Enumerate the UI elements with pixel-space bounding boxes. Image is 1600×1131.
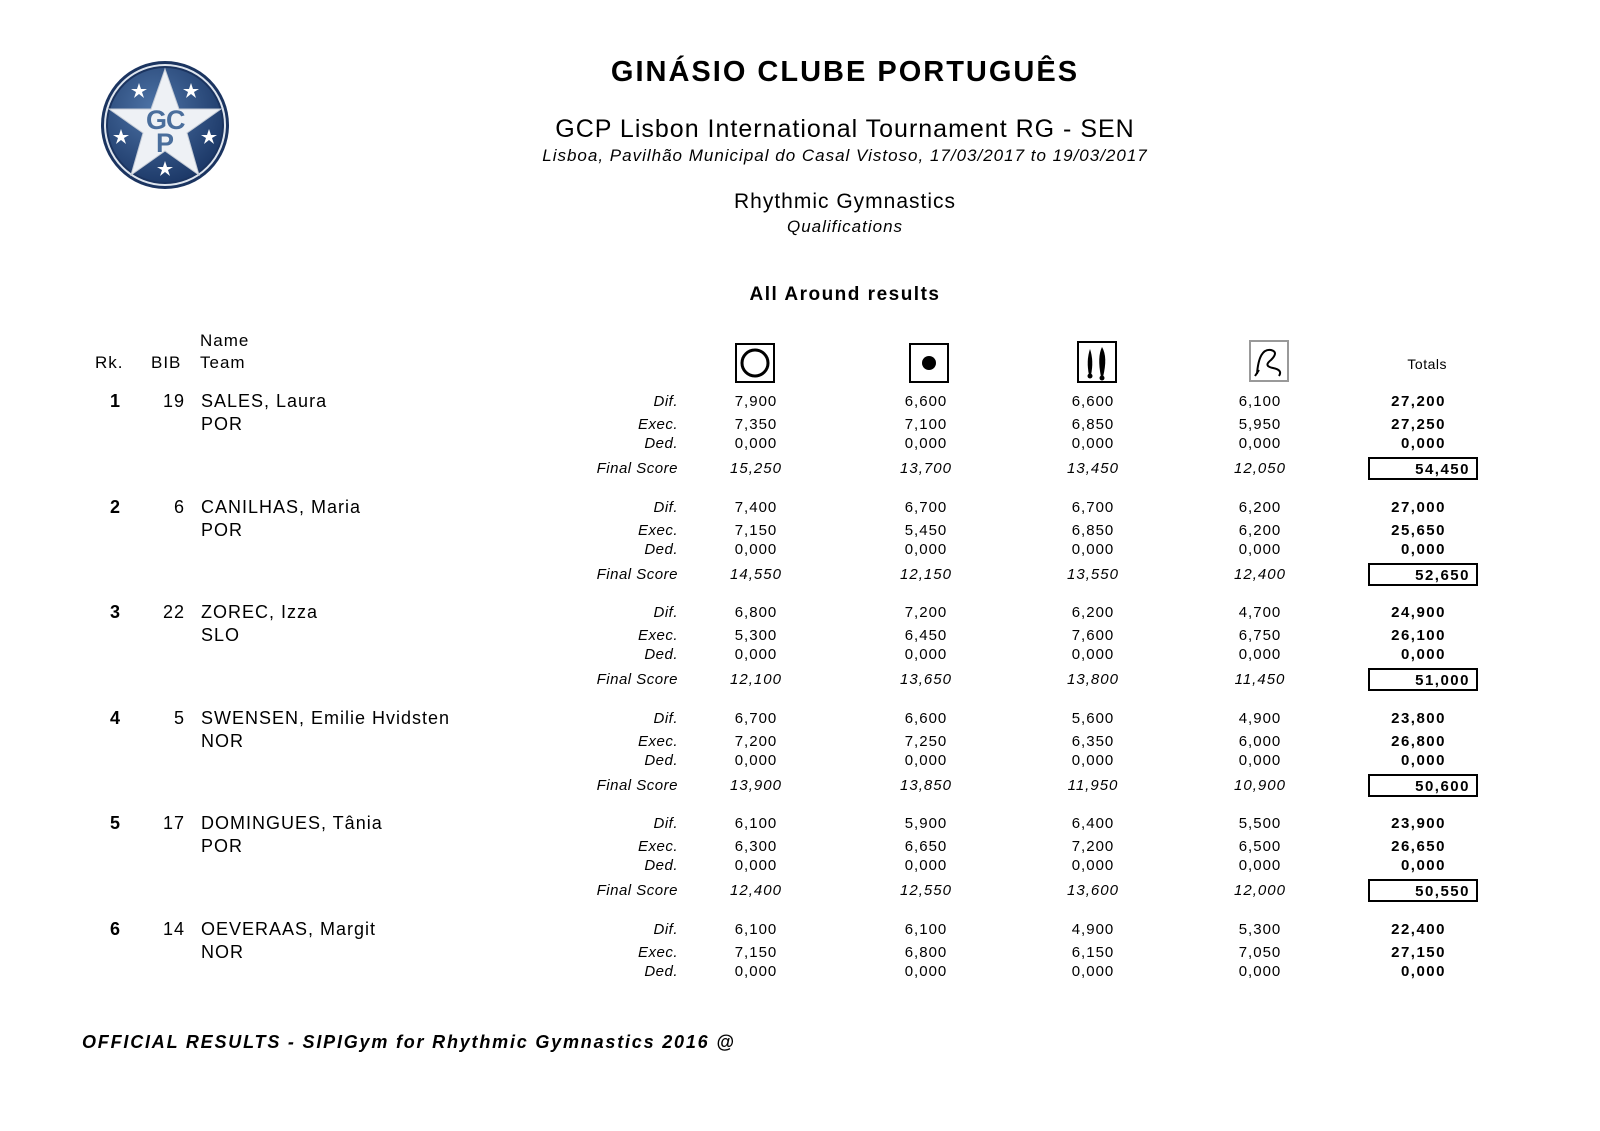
ball-icon (909, 343, 949, 383)
final-score: 14,550 (730, 565, 782, 583)
dif-score: 6,100 (734, 920, 778, 938)
athlete-name: CANILHAS, Maria (201, 496, 362, 517)
row-label-exec: Exec. (637, 521, 678, 539)
final-score: 13,650 (900, 671, 952, 688)
dif-score: 6,100 (904, 920, 948, 938)
athlete-bib: 14 (162, 918, 185, 939)
exec-score: 7,250 (904, 732, 948, 750)
exec-score: 6,200 (1238, 521, 1282, 539)
dif-total: 27,200 (1391, 393, 1446, 410)
exec-score: 6,800 (904, 943, 948, 961)
ded-score: 0,000 (1071, 857, 1115, 874)
final-score: 12,050 (1234, 460, 1286, 477)
final-score: 12,550 (900, 882, 952, 899)
dif-score: 6,700 (734, 709, 778, 727)
section-title: All Around results (749, 284, 941, 305)
row-label-ded: Ded. (644, 646, 678, 663)
athlete-rank: 2 (110, 496, 122, 517)
final-total: 54,450 (1415, 461, 1470, 478)
exec-score: 7,050 (1238, 943, 1282, 961)
athlete-bib: 5 (173, 707, 185, 728)
final-score: 11,450 (1234, 671, 1286, 688)
exec-score: 7,100 (904, 416, 948, 433)
exec-score: 6,500 (1238, 838, 1282, 855)
athlete-rank: 6 (110, 918, 122, 939)
bib-header: BIB (151, 353, 182, 372)
dif-score: 4,900 (1071, 920, 1115, 938)
row-label-ded: Ded. (644, 962, 678, 980)
dif-score: 5,600 (1071, 709, 1115, 727)
ded-score: 0,000 (1071, 962, 1115, 980)
ded-total: 0,000 (1400, 962, 1446, 980)
ded-score: 0,000 (734, 962, 778, 980)
dif-score: 6,200 (1238, 498, 1282, 516)
exec-score: 6,750 (1238, 627, 1282, 644)
footer-official-results: OFFICIAL RESULTS - SIPIGym for Rhythmic Gymnastics 2016 @ (82, 1032, 736, 1052)
row-label-dif: Dif. (653, 920, 678, 938)
dif-score: 5,500 (1238, 815, 1282, 832)
exec-score: 6,650 (904, 838, 948, 855)
dif-score: 4,700 (1238, 604, 1282, 621)
row-label-final: Final Score (596, 460, 678, 477)
athlete-team: NOR (201, 941, 244, 962)
final-total-box (1368, 457, 1478, 480)
athlete-team: NOR (201, 730, 244, 751)
athlete-name: DOMINGUES, Tânia (201, 813, 383, 833)
final-score: 13,450 (1067, 460, 1119, 477)
final-score: 12,100 (730, 671, 782, 688)
organization-title: GINÁSIO CLUBE PORTUGUÊS (610, 56, 1080, 88)
ded-score: 0,000 (734, 751, 778, 769)
dif-score: 6,600 (1071, 393, 1115, 410)
svg-text:C: C (166, 105, 186, 135)
dif-score: 5,300 (1238, 920, 1282, 938)
athlete-name: SALES, Laura (201, 391, 328, 411)
ded-score: 0,000 (904, 962, 948, 980)
dif-score: 6,700 (904, 498, 948, 516)
athlete-rank: 4 (110, 707, 122, 728)
dif-score: 4,900 (1238, 709, 1282, 727)
final-score: 13,850 (900, 776, 952, 794)
athlete-name: OEVERAAS, Margit (201, 918, 377, 939)
dif-score: 6,600 (904, 393, 948, 410)
athlete-team: POR (201, 519, 244, 540)
dif-total: 24,900 (1391, 604, 1446, 621)
dif-total: 22,400 (1391, 920, 1446, 938)
row-label-ded: Ded. (644, 751, 678, 769)
dif-total: 27,000 (1391, 498, 1446, 516)
final-score: 13,700 (900, 460, 952, 477)
ded-score: 0,000 (904, 751, 948, 769)
ded-score: 0,000 (904, 540, 948, 558)
athlete-name: ZOREC, Izza (201, 602, 319, 622)
dif-score: 6,700 (1071, 498, 1115, 516)
svg-text:G: G (146, 105, 168, 135)
ded-total: 0,000 (1400, 435, 1446, 452)
dif-score: 7,400 (734, 498, 778, 516)
final-total: 51,000 (1415, 672, 1470, 689)
final-total-box (1368, 879, 1478, 902)
final-score: 13,600 (1067, 882, 1119, 899)
row-label-dif: Dif. (653, 709, 678, 727)
exec-score: 7,600 (1071, 627, 1115, 644)
ded-total: 0,000 (1400, 857, 1446, 874)
row-label-exec: Exec. (637, 943, 678, 961)
exec-score: 7,150 (734, 943, 778, 961)
ded-score: 0,000 (1071, 751, 1115, 769)
dif-score: 6,600 (904, 709, 948, 727)
exec-total: 25,650 (1391, 521, 1446, 539)
final-score: 12,400 (1234, 565, 1286, 583)
final-total: 52,650 (1415, 566, 1470, 584)
ded-score: 0,000 (1238, 962, 1282, 980)
row-label-ded: Ded. (644, 857, 678, 874)
exec-score: 6,850 (1071, 416, 1115, 433)
final-total-box (1368, 774, 1478, 797)
final-total-box (1368, 563, 1478, 586)
dif-score: 6,200 (1071, 604, 1115, 621)
athlete-team: POR (201, 836, 244, 856)
row-label-exec: Exec. (637, 732, 678, 750)
final-score: 10,900 (1234, 776, 1286, 794)
rank-header: Rk. (95, 353, 124, 372)
ded-score: 0,000 (734, 646, 778, 663)
exec-total: 27,250 (1391, 416, 1446, 433)
ded-score: 0,000 (1238, 857, 1282, 874)
ded-score: 0,000 (1071, 435, 1115, 452)
ded-score: 0,000 (1238, 751, 1282, 769)
ded-score: 0,000 (1071, 646, 1115, 663)
venue-dates: Lisboa, Pavilhão Municipal do Casal Vistoso, 17/03/2017 to 19/03/2017 (542, 146, 1148, 165)
row-label-exec: Exec. (637, 416, 678, 433)
final-total: 50,600 (1415, 777, 1470, 795)
athlete-name: SWENSEN, Emilie Hvidsten (201, 707, 451, 728)
exec-score: 6,000 (1238, 732, 1282, 750)
exec-score: 6,450 (904, 627, 948, 644)
dif-score: 6,800 (734, 604, 778, 621)
final-score: 12,150 (900, 565, 952, 583)
hoop-icon (735, 343, 775, 383)
exec-score: 7,200 (734, 732, 778, 750)
row-label-dif: Dif. (653, 815, 678, 832)
final-score: 15,250 (730, 460, 782, 477)
row-label-dif: Dif. (653, 604, 678, 621)
final-score: 13,800 (1067, 671, 1119, 688)
clubs-icon (1077, 341, 1117, 381)
exec-score: 5,950 (1238, 416, 1282, 433)
ded-score: 0,000 (734, 857, 778, 874)
phase: Qualifications (786, 217, 904, 236)
exec-score: 6,300 (734, 838, 778, 855)
athlete-team: POR (201, 414, 244, 434)
ribbon-icon (1249, 340, 1289, 380)
ded-total: 0,000 (1400, 540, 1446, 558)
dif-score: 6,100 (1238, 393, 1282, 410)
discipline: Rhythmic Gymnastics (733, 190, 957, 213)
ded-total: 0,000 (1400, 646, 1446, 663)
row-label-final: Final Score (596, 882, 678, 899)
final-total-box (1368, 668, 1478, 691)
row-label-ded: Ded. (644, 540, 678, 558)
ded-score: 0,000 (734, 435, 778, 452)
athlete-bib: 19 (162, 391, 185, 411)
team-header: Team (200, 353, 246, 372)
athlete-bib: 22 (162, 602, 185, 622)
athlete-rank: 3 (110, 602, 122, 622)
athlete-team: SLO (201, 625, 241, 645)
row-label-final: Final Score (596, 776, 678, 794)
dif-total: 23,800 (1391, 709, 1446, 727)
dif-total: 23,900 (1391, 815, 1446, 832)
name-header: Name (200, 331, 250, 350)
dif-score: 6,400 (1071, 815, 1115, 832)
dif-score: 7,900 (734, 393, 778, 410)
exec-score: 5,450 (904, 521, 948, 539)
exec-total: 26,650 (1391, 838, 1446, 855)
row-label-final: Final Score (596, 565, 678, 583)
exec-score: 7,200 (1071, 838, 1115, 855)
dif-score: 7,200 (904, 604, 948, 621)
totals-header: Totals (1407, 356, 1447, 372)
row-label-dif: Dif. (653, 498, 678, 516)
ded-score: 0,000 (1071, 540, 1115, 558)
exec-score: 6,850 (1071, 521, 1115, 539)
exec-score: 5,300 (734, 627, 778, 644)
athlete-rank: 5 (110, 813, 122, 833)
svg-text:P: P (156, 128, 175, 158)
dif-score: 5,900 (904, 815, 948, 832)
row-label-exec: Exec. (637, 838, 678, 855)
final-score: 11,950 (1067, 776, 1119, 794)
athlete-rank: 1 (110, 391, 122, 411)
row-label-ded: Ded. (644, 435, 678, 452)
exec-score: 7,150 (734, 521, 778, 539)
row-label-final: Final Score (596, 671, 678, 688)
final-score: 13,550 (1067, 565, 1119, 583)
ded-score: 0,000 (904, 646, 948, 663)
ded-score: 0,000 (904, 435, 948, 452)
final-score: 12,400 (730, 882, 782, 899)
row-label-exec: Exec. (637, 627, 678, 644)
tournament-title: GCP Lisbon International Tournament RG - SEN (555, 115, 1135, 143)
final-score: 13,900 (730, 776, 782, 794)
row-label-dif: Dif. (653, 393, 678, 410)
ded-score: 0,000 (734, 540, 778, 558)
exec-score: 7,350 (734, 416, 778, 433)
dif-score: 6,100 (734, 815, 778, 832)
ded-total: 0,000 (1400, 751, 1446, 769)
final-score: 12,000 (1234, 882, 1286, 899)
ded-score: 0,000 (1238, 435, 1282, 452)
final-total: 50,550 (1415, 883, 1470, 900)
exec-total: 26,800 (1391, 732, 1446, 750)
athlete-bib: 6 (173, 496, 185, 517)
exec-score: 6,350 (1071, 732, 1115, 750)
ded-score: 0,000 (1238, 646, 1282, 663)
exec-total: 26,100 (1391, 627, 1446, 644)
athlete-bib: 17 (162, 813, 185, 833)
exec-score: 6,150 (1071, 943, 1115, 961)
ded-score: 0,000 (904, 857, 948, 874)
ded-score: 0,000 (1238, 540, 1282, 558)
exec-total: 27,150 (1391, 943, 1446, 961)
